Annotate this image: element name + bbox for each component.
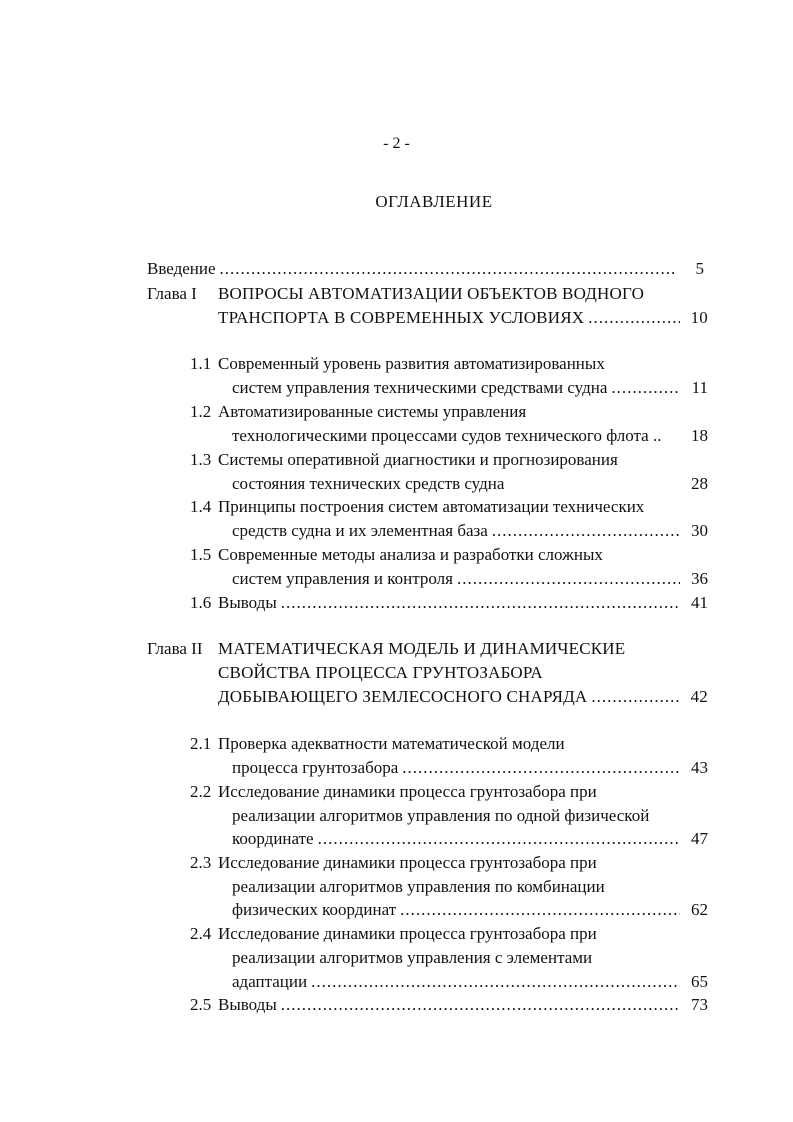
section-line-last [218, 592, 708, 614]
section-number: 2.3 [190, 853, 212, 872]
toc-entry-intro [147, 258, 704, 280]
toc-entry-text: систем управления техническими средствами судна [232, 378, 608, 397]
dot-leader [318, 828, 680, 850]
section-line: Автоматизированные системы управления [218, 402, 527, 421]
section-number: 2.1 [190, 734, 212, 753]
toc-entry-page: 28 [691, 474, 708, 493]
section-line-last [218, 994, 708, 1016]
dot-leader [400, 899, 680, 921]
chapter-2-title-line-2: СВОЙСТВА ПРОЦЕССА ГРУНТОЗАБОРА [218, 663, 543, 682]
chapter-2-label: Глава II [147, 639, 203, 658]
section-line: Проверка адекватности математической модели [218, 734, 565, 753]
page-number: - 2 - [383, 135, 410, 152]
section-number: 2.2 [190, 782, 212, 801]
toc-entry-page: 41 [691, 593, 708, 612]
chapter-2-title-line-1: МАТЕМАТИЧЕСКАЯ МОДЕЛЬ И ДИНАМИЧЕСКИЕ [218, 639, 626, 658]
toc-entry-text: физических координат [232, 900, 397, 919]
toc-entry-page: 73 [691, 995, 708, 1014]
dot-leader [311, 971, 680, 993]
section-line-last [232, 828, 708, 850]
section-number: 1.2 [190, 402, 212, 421]
toc-entry-page: 18 [691, 426, 708, 445]
section-line-last [232, 568, 708, 590]
toc-entry-page: 5 [695, 259, 704, 278]
toc-entry-text: Выводы [218, 995, 277, 1014]
toc-entry-page: 47 [691, 829, 708, 848]
chapter-1-label: Глава I [147, 284, 197, 303]
section-number: 1.4 [190, 497, 212, 516]
toc-entry-page: 11 [691, 378, 708, 397]
dot-leader [591, 686, 680, 708]
dot-leader [281, 994, 680, 1016]
section-line: реализации алгоритмов управления с элементами [232, 948, 593, 967]
dot-leader [402, 757, 680, 779]
section-line-last [232, 377, 708, 399]
toc-entry-text: технологическими процессами судов технического флота .. [232, 426, 662, 445]
section-line-last [232, 473, 708, 495]
section-line-last [232, 520, 708, 542]
toc-entry-text: адаптации [232, 972, 308, 991]
section-line-last [232, 899, 708, 921]
section-line: реализации алгоритмов управления по одной физической [232, 806, 650, 825]
section-line-last [232, 425, 708, 447]
toc-entry-text: координате [232, 829, 314, 848]
section-line: Исследование динамики процесса грунтозабора при [218, 924, 597, 943]
section-number: 1.5 [190, 545, 212, 564]
section-number: 2.5 [190, 995, 212, 1014]
section-line: Исследование динамики процесса грунтозабора при [218, 782, 597, 801]
dot-leader [611, 377, 680, 399]
toc-entry-text: систем управления и контроля [232, 569, 453, 588]
section-line: Системы оперативной диагностики и прогнозирования [218, 450, 618, 469]
section-line: Современный уровень развития автоматизированных [218, 354, 605, 373]
section-number: 2.4 [190, 924, 212, 943]
toc-entry-text: состояния технических средств судна [232, 474, 505, 493]
toc-entry-page: 10 [690, 308, 708, 327]
toc-entry-page: 30 [691, 521, 708, 540]
section-line: Современные методы анализа и разработки сложных [218, 545, 603, 564]
toc-entry-page: 62 [691, 900, 708, 919]
toc-entry-page: 43 [691, 758, 708, 777]
toc-entry-page: 65 [691, 972, 708, 991]
toc-entry-text: Выводы [218, 593, 277, 612]
toc-entry-page: 42 [690, 687, 708, 706]
toc-entry-text: процесса грунтозабора [232, 758, 399, 777]
chapter-1-title-line-2 [218, 307, 708, 329]
toc-title: ОГЛАВЛЕНИЕ [375, 192, 493, 211]
section-line: Исследование динамики процесса грунтозабора при [218, 853, 597, 872]
section-line: Принципы построения систем автоматизации технических [218, 497, 645, 516]
section-number: 1.1 [190, 354, 212, 373]
dot-leader [588, 307, 680, 329]
toc-entry-page: 36 [691, 569, 708, 588]
toc-entry-text: Введение [147, 259, 216, 278]
chapter-1-title-line-1: ВОПРОСЫ АВТОМАТИЗАЦИИ ОБЪЕКТОВ ВОДНОГО [218, 284, 645, 303]
toc-entry-text: средств судна и их элементная база [232, 521, 488, 540]
dot-leader [220, 258, 676, 280]
section-line-last [232, 971, 708, 993]
section-line: реализации алгоритмов управления по комбинации [232, 877, 605, 896]
toc-entry-text: ТРАНСПОРТА В СОВРЕМЕННЫХ УСЛОВИЯХ [218, 308, 585, 327]
section-number: 1.3 [190, 450, 212, 469]
section-line-last [232, 757, 708, 779]
dot-leader [492, 520, 680, 542]
toc-entry-text: ДОБЫВАЮЩЕГО ЗЕМЛЕСОСНОГО СНАРЯДА [218, 687, 588, 706]
dot-leader [457, 568, 680, 590]
dot-leader [281, 592, 680, 614]
chapter-2-title-line-3 [218, 686, 708, 708]
section-number: 1.6 [190, 593, 212, 612]
